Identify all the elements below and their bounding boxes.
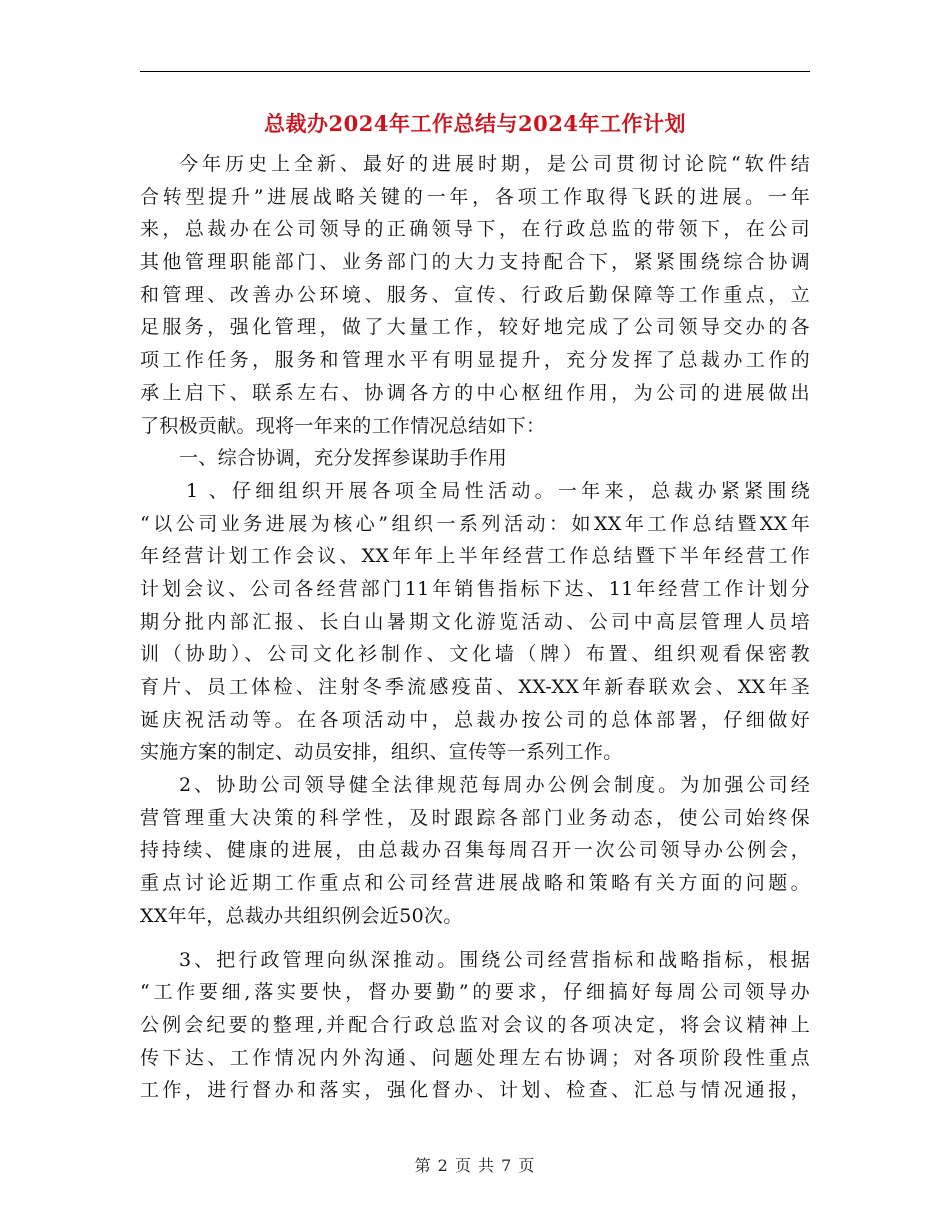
body-line: 了积极贡献。现将一年来的工作情况总结如下：	[140, 414, 546, 437]
body-line: 公例会纪要的整理,并配合行政总监对会议的各项决定，将会议精神上	[140, 1013, 810, 1036]
body-line: 重点讨论近期工作重点和公司经营进展战略和策略有关方面的问题。	[140, 872, 810, 895]
body-line: 实施方案的制定、动员安排，组织、宣传等一系列工作。	[140, 741, 623, 764]
body-line: 承上启下、联系左右、协调各方的中心枢纽作用，为公司的进展做出	[140, 381, 810, 404]
body-line: 项工作任务，服务和管理水平有明显提升，充分发挥了总裁办工作的	[140, 349, 810, 372]
body-line: 训（协助）、公司文化衫制作、文化墙（牌）布置、组织观看保密教	[140, 643, 810, 666]
header-rule	[140, 71, 810, 72]
body-line: 3、把行政管理向纵深推动。围绕公司经营指标和战略指标，根据	[179, 948, 810, 971]
body-line: 工作，进行督办和落实，强化督办、计划、检查、汇总与情况通报，	[140, 1079, 810, 1102]
section-heading: 一、综合协调，充分发挥参谋助手作用	[179, 447, 508, 470]
body-line: 今年历史上全新、最好的进展时期，是公司贯彻讨论院“软件结	[179, 153, 810, 175]
body-line: 营管理重大决策的科学性，及时跟踪各部门业务动态，使公司始终保	[140, 806, 810, 829]
body-line: 传下达、工作情况内外沟通、问题处理左右协调；对各项阶段性重点	[140, 1046, 810, 1069]
body-line: 其他管理职能部门、业务部门的大力支持配合下，紧紧围绕综合协调	[140, 251, 810, 274]
body-line: 2、协助公司领导健全法律规范每周办公例会制度。为加强公司经	[179, 774, 810, 797]
body-line: “以公司业务进展为核心”组织一系列活动：如XX年工作总结暨XX年	[140, 512, 810, 535]
body-line: 足服务，强化管理，做了大量工作，较好地完成了公司领导交办的各	[140, 316, 810, 339]
body-line: 期分批内部汇报、长白山暑期文化游览活动、公司中高层管理人员培	[140, 610, 810, 633]
paragraph-gap	[140, 933, 810, 944]
page-number: 第 2 页 共 7 页	[414, 1156, 536, 1175]
body-line: 计划会议、公司各经营部门11年销售指标下达、11年经营工作计划分	[140, 577, 810, 600]
body-line: 持持续、健康的进展，由总裁办召集每周召开一次公司领导办公例会，	[140, 839, 810, 862]
body-line: “工作要细,落实要快，督办要勤”的要求，仔细搞好每周公司领导办	[140, 981, 810, 1004]
body-line: 育片、员工体检、注射冬季流感疫苗、XX-XX年新春联欢会、XX年圣	[140, 676, 810, 698]
body-line: 年经营计划工作会议、XX年年上半年经营工作总结暨下半年经营工作	[140, 545, 810, 568]
document-body	[140, 148, 810, 1107]
body-line: 1 、仔细组织开展各项全局性活动。一年来，总裁办紧紧围绕	[186, 479, 810, 502]
body-line: XX年年，总裁办共组织例会近50次。	[140, 904, 463, 927]
body-line: 和管理、改善办公环境、服务、宣传、行政后勤保障等工作重点，立	[140, 283, 810, 306]
body-line: 来，总裁办在公司领导的正确领导下，在行政总监的带领下，在公司	[140, 218, 810, 241]
document-title: 总裁办2024年工作总结与2024年工作计划	[264, 111, 686, 136]
body-line: 合转型提升”进展战略关键的一年，各项工作取得飞跃的进展。一年	[140, 185, 810, 208]
body-line: 诞庆祝活动等。在各项活动中，总裁办按公司的总体部署，仔细做好	[140, 708, 810, 731]
